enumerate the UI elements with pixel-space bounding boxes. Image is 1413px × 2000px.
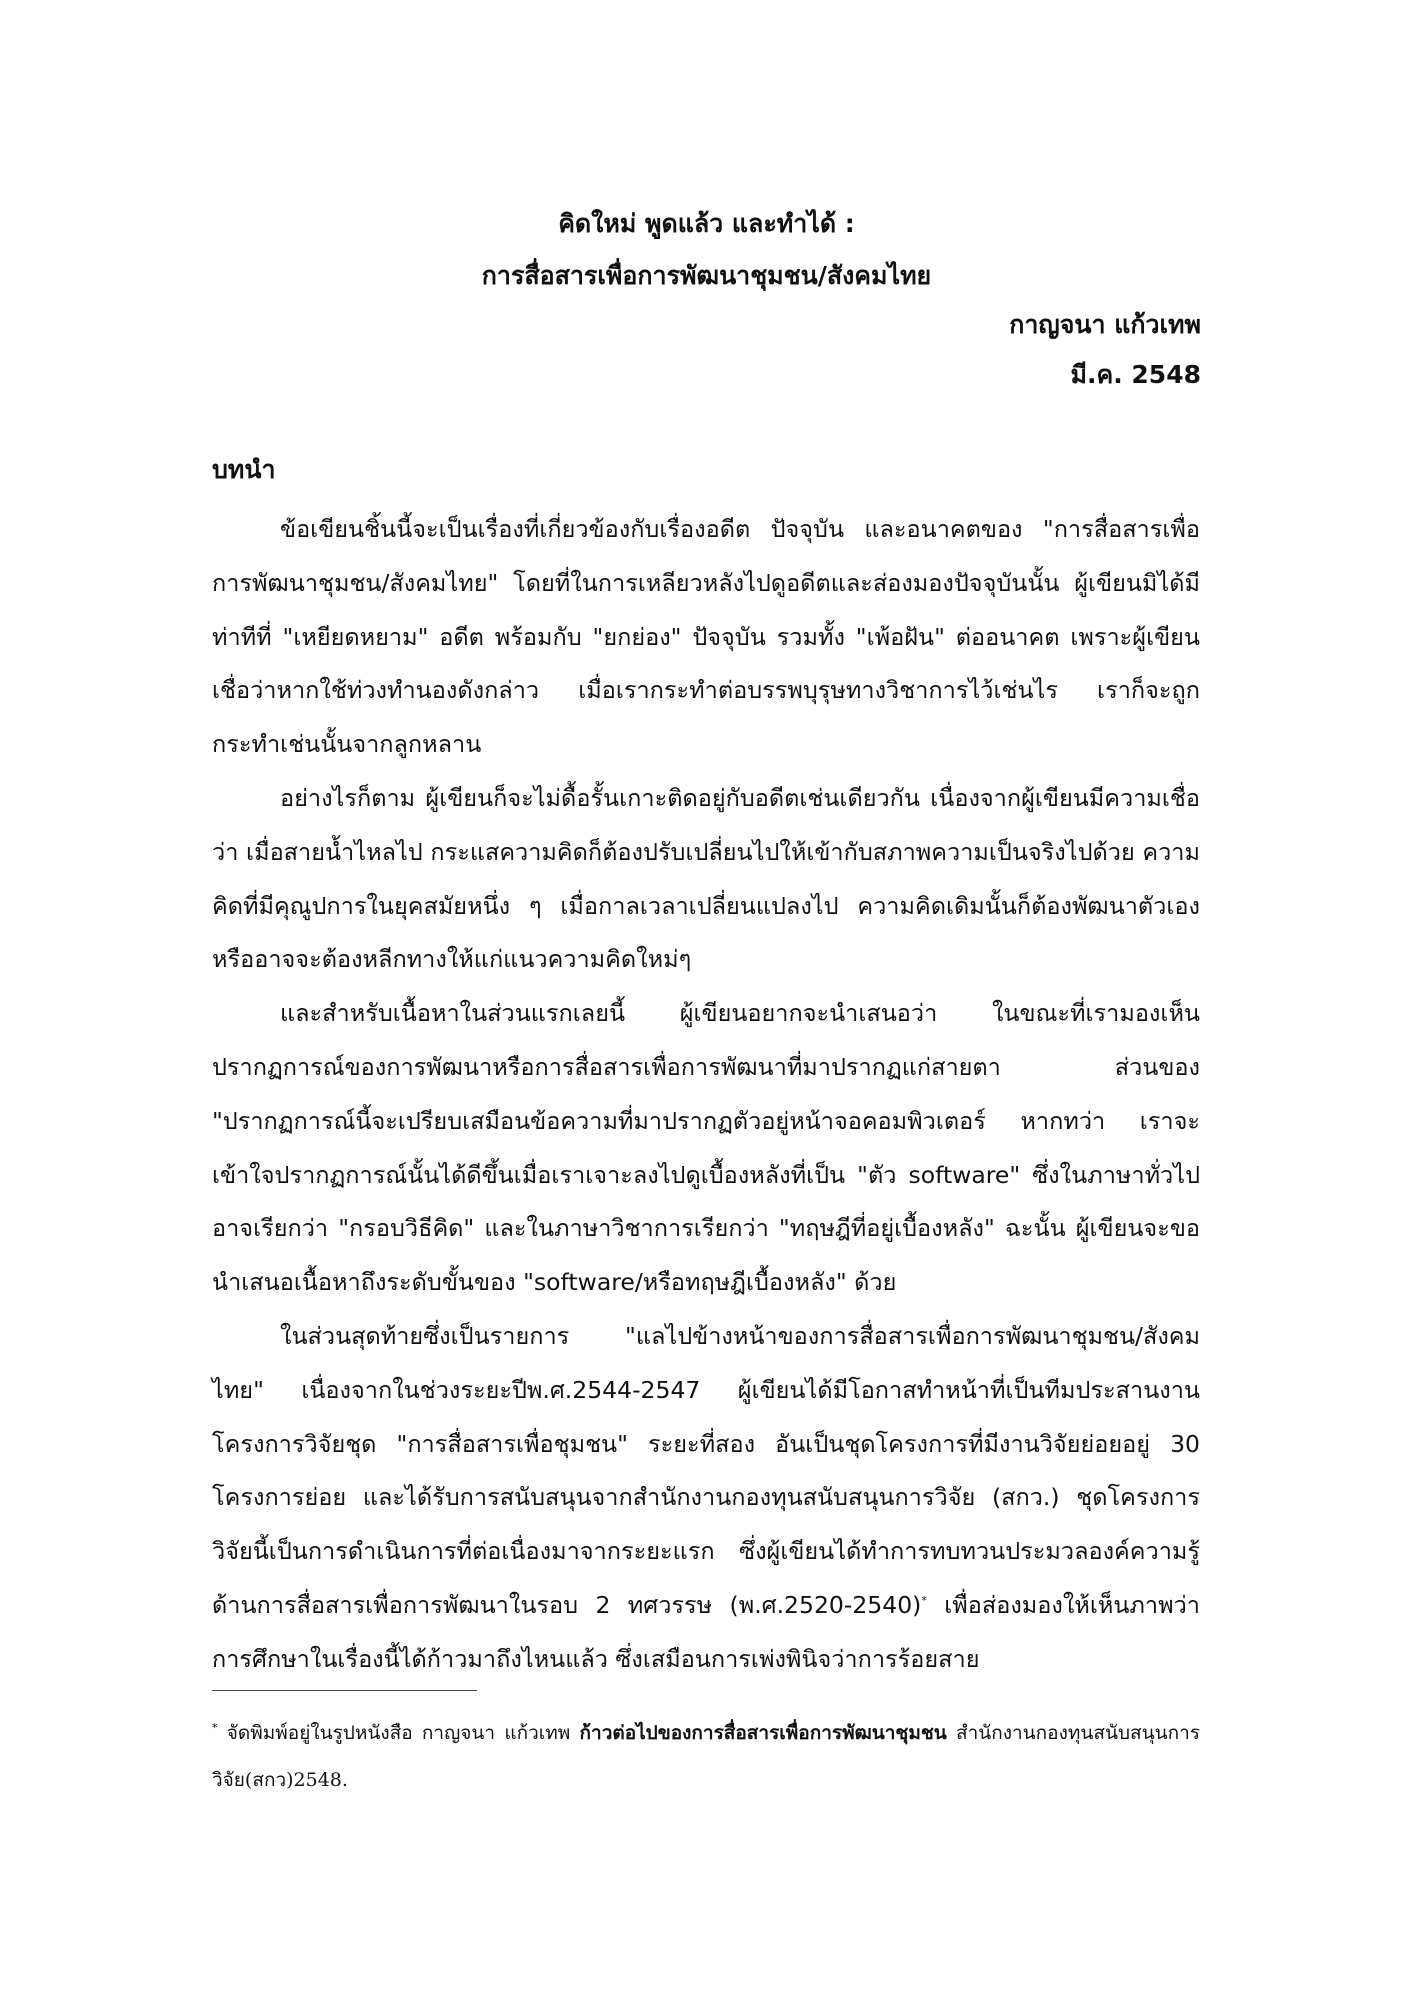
footnote-reference-mark[interactable]: * bbox=[921, 1594, 927, 1608]
footnote-divider bbox=[212, 1690, 477, 1691]
document-title bbox=[0, 198, 1413, 302]
footnote-book-title: ก้าวต่อไปของการสื่อสารเพื่อการพัฒนาชุมชน bbox=[579, 1722, 947, 1744]
footnote-text: จัดพิมพ์อยู่ในรูปหนังสือ กาญจนา แก้วเทพ bbox=[217, 1722, 580, 1744]
footnote-mark: * bbox=[212, 1721, 218, 1735]
document-date: มี.ค. 2548 bbox=[1070, 360, 1201, 389]
footnote bbox=[212, 1710, 1200, 1804]
paragraph-4-text: ในส่วนสุดท้ายซึ่งเป็นรายการ "แลไปข้างหน้าของการสื่อสารเพื่อการพัฒนาชุมชน/สังคมไทย" เนื่องจากในช่วงระยะปีพ.ศ.2544-2547 ผู้เขียนได้มีโอกาสทำหน้าที่เป็นทีมประสานงานโครงการวิจัยชุด "การสื่อสารเพื่อชุมชน" ระยะที่สอง อันเป็นชุดโครงการที่มีงานวิจัยย่อยอยู่ 30 โครงการย่อย และได้รับการสนับสนุนจากสำนักงานกองทุนสนับสนุนการวิจัย (สกว.) ชุดโครงการวิจัยนี้เป็นการดำเนินการที่ต่อเนื่องมาจากระยะแรก ซึ่งผู้เขียนได้ทำการทบทวนประมวลองค์ความรู้ด้านการสื่อสารเพื่อการพัฒนาในรอบ 2 ทศวรรษ (พ.ศ.2520-2540) bbox=[212, 1321, 1200, 1619]
body-text bbox=[212, 503, 1200, 1687]
section-heading: บทนำ bbox=[212, 455, 276, 484]
paragraph-4-text-continued: เพื่อส่องมองให้เห็นภาพว่า การศึกษาในเรื่องนี้ได้ก้าวมาถึงไหนแล้ว ซึ่งเสมือนการเพ่งพินิจว่าการร้อยสาย bbox=[212, 1590, 1201, 1673]
paragraph-2: อย่างไรก็ตาม ผู้เขียนก็จะไม่ดื้อรั้นเกาะติดอยู่กับอดีตเช่นเดียวกัน เนื่องจากผู้เขียนมีความเชื่อว่า เมื่อสายน้ำไหลไป กระแสความคิดก็ต้องปรับเปลี่ยนไปให้เข้ากับสภาพความเป็นจริงไปด้วย ความคิดที่มีคุณูปการในยุคสมัยหนึ่ง ๆ เมื่อกาลเวลาเปลี่ยนแปลงไป ความคิดเดิมนั้นก็ต้องพัฒนาตัวเองหรืออาจจะต้องหลีกทางให้แก่แนวความคิดใหม่ๆ bbox=[212, 783, 1200, 974]
paragraph-4 bbox=[212, 1310, 1200, 1687]
author-name: กาญจนา แก้วเทพ bbox=[1009, 310, 1201, 339]
paragraph-1: ข้อเขียนชิ้นนี้จะเป็นเรื่องที่เกี่ยวข้องกับเรื่องอดีต ปัจจุบัน และอนาคตของ "การสื่อสารเพื่อการพัฒนาชุมชน/สังคมไทย" โดยที่ในการเหลียวหลังไปดูอดีตและส่องมองปัจจุบันนั้น ผู้เขียนมิได้มีท่าทีที่ "เหยียดหยาม" อดีต พร้อมกับ "ยกย่อง" ปัจจุบัน รวมทั้ง "เพ้อฝัน" ต่ออนาคต เพราะผู้เขียนเชื่อว่าหากใช้ท่วงทำนองดังกล่าว เมื่อเรากระทำต่อบรรพบุรุษทางวิชาการไว้เช่นไร เราก็จะถูกกระทำเช่นนั้นจากลูกหลาน bbox=[212, 515, 1200, 759]
title-line-2: การสื่อสารเพื่อการพัฒนาชุมชน/สังคมไทย bbox=[481, 261, 932, 290]
title-line-1: คิดใหม่ พูดแล้ว และทำได้ : bbox=[558, 209, 855, 238]
author-block bbox=[1009, 300, 1201, 400]
footnote-publisher: สำนักงานกองทุนสนับสนุนการวิจัย(สกว)2548. bbox=[212, 1722, 1200, 1791]
paragraph-3: และสำหรับเนื้อหาในส่วนแรกเลยนี้ ผู้เขียนอยากจะนำเสนอว่า ในขณะที่เรามองเห็นปรากฏการณ์ของการพัฒนาหรือการสื่อสารเพื่อการพัฒนาที่มาปรากฏแก่สายตา ส่วนของ "ปรากฏการณ์นี้จะเปรียบเสมือนข้อความที่มาปรากฏตัวอยู่หน้าจอคอมพิวเตอร์ หากทว่า เราจะเข้าใจปรากฏการณ์นั้นได้ดีขึ้นเมื่อเราเจาะลงไปดูเบื้องหลังที่เป็น "ตัว software" ซึ่งในภาษาทั่วไปอาจเรียกว่า "กรอบวิธีคิด" และในภาษาวิชาการเรียกว่า "ทฤษฎีที่อยู่เบื้องหลัง" ฉะนั้น ผู้เขียนจะขอนำเสนอเนื้อหาถึงระดับขั้นของ "software/หรือทฤษฎีเบื้องหลัง" ด้วย bbox=[212, 999, 1200, 1297]
